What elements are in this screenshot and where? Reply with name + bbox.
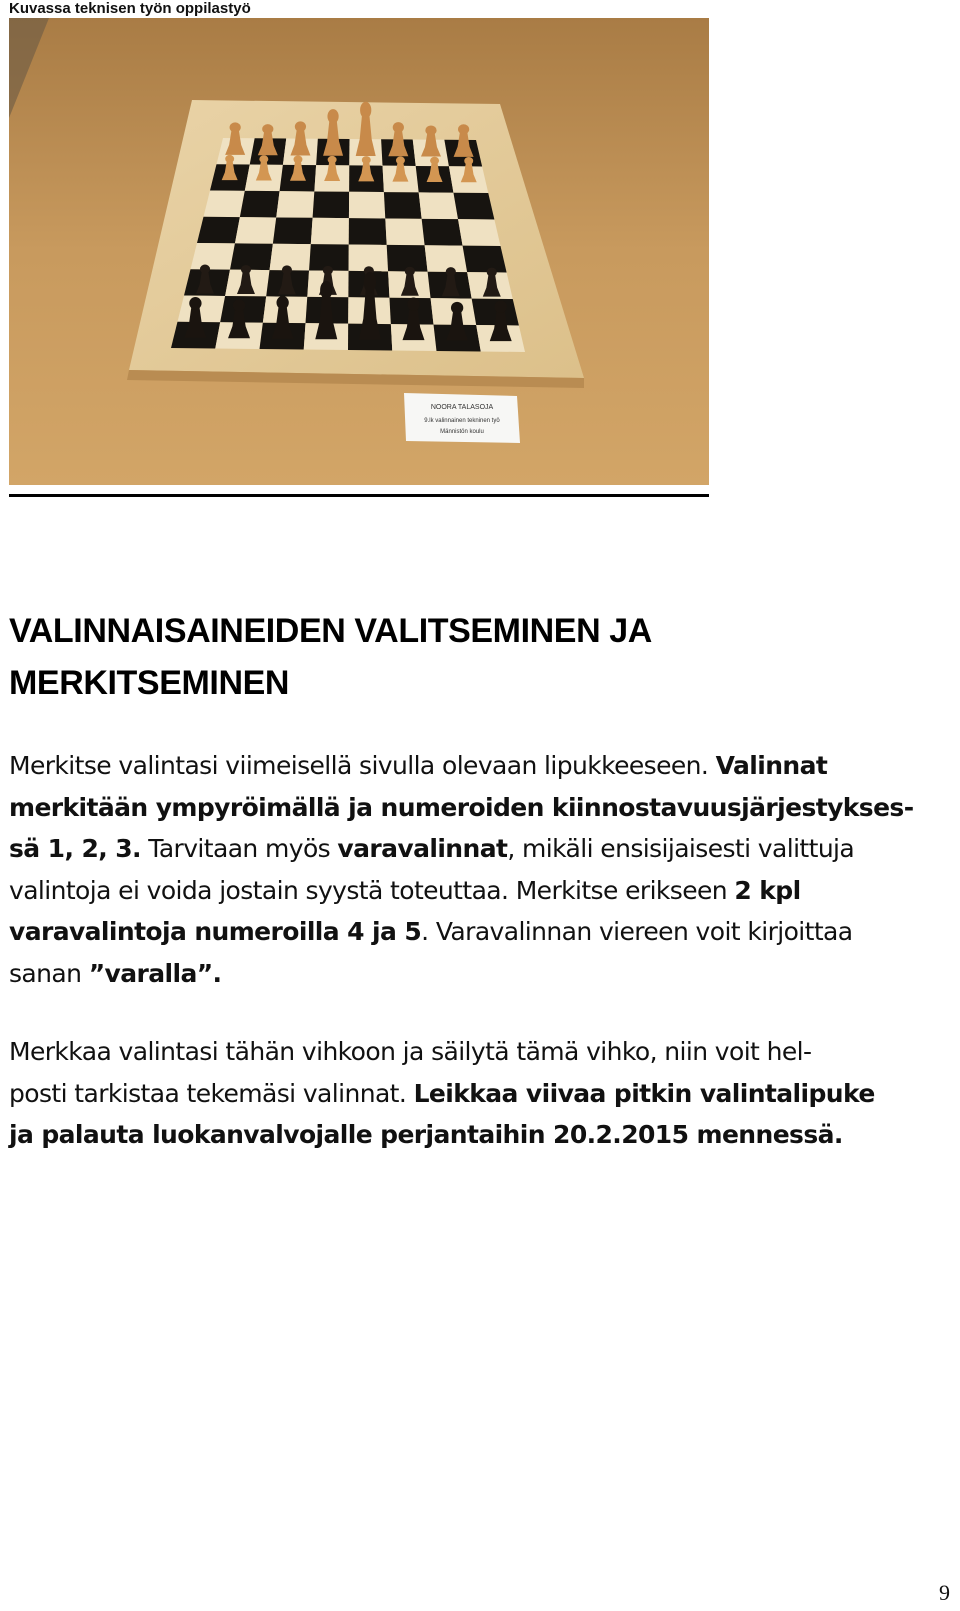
dark-piece-head [364,272,376,293]
heading-line-1: VALINNAISAINEIDEN VALITSEMINEN JA [9,612,652,650]
p2-line-2: posti tarkistaa tekemäsi valinnat. Leikkaa viivaa pitkin valintalipuke [9,1078,875,1108]
light-pawn-head [328,156,337,164]
dark-pawn-head [282,265,292,274]
board-square [349,218,387,245]
dark-piece-head [451,302,463,314]
p1-line-3: sä 1, 2, 3. Tarvitaan myös varavalinnat, mikäli ensisijaisesti valittuja [9,834,855,864]
p1-line-6: sanan ”varalla”. [9,958,222,988]
card-line3: Männistön koulu [440,429,484,435]
dark-piece-head [320,281,332,299]
board-square [422,219,463,246]
dark-piece-head [233,299,245,311]
photo-caption: Kuvassa teknisen työn oppilastyö [9,0,251,17]
dark-piece-head [276,296,288,309]
board-square [276,191,314,218]
light-pawn-head [396,156,405,164]
light-pawn-head [464,157,473,165]
p1-line-5: varavalintoja numeroilla 4 ja 5. Varavalinnan viereen voit kirjoittaa [9,917,853,947]
light-piece-head [360,102,371,119]
dark-pawn-head [446,267,456,276]
board-square [385,218,424,245]
light-piece-head [458,124,469,134]
board-square [311,218,349,245]
return-instructions-paragraph [9,1031,944,1156]
dark-piece-head [407,298,419,311]
board-square [419,192,458,219]
board-square [230,243,273,270]
cut-line-rule [9,494,709,497]
dark-pawn-head [323,266,333,275]
light-piece-head [262,124,273,134]
page-number: 9 [939,1580,950,1605]
page-heading [9,605,939,709]
board-square [204,191,245,218]
board-square [463,246,507,273]
dark-piece-head [189,297,201,310]
board-square [178,296,226,323]
light-pawn-head [362,156,371,164]
board-square [313,191,350,218]
dark-pawn-head [405,267,415,276]
p1-line-1: Merkitse valintasi viimeisellä sivulla olevaan lipukkeeseen. Valinnat [9,751,828,780]
board-square [453,193,494,220]
dark-pawn-head [487,268,497,277]
light-piece-head [425,126,436,136]
p2-line-1: Merkkaa valintasi tähän vihkoon ja säilytä tämä vihko, niin voit hel- [9,1037,812,1066]
light-pawn-head [225,155,234,163]
light-pawn-head [430,157,439,165]
board-square [349,192,385,219]
light-piece-head [230,122,241,132]
instructions-paragraph [9,745,944,995]
light-pawn-head [259,155,268,163]
light-pawn-head [293,156,302,164]
board-square [458,219,500,246]
p1-line-2: merkitään ympyröimällä ja numeroiden kiinnostavuusjärjestykses- [9,792,914,822]
dark-piece-head [495,300,507,313]
board-square [191,243,235,270]
p2-line-3: ja palauta luokanvalvojalle perjantaihin 20.2.2015 mennessä. [9,1120,843,1150]
heading-line-2: MERKITSEMINEN [9,664,290,702]
board-square [384,192,422,219]
board-square [273,217,313,244]
p1-line-4: valintoja ei voida jostain syystä toteuttaa. Merkitse erikseen 2 kpl [9,875,801,905]
light-piece-head [295,121,306,132]
dark-pawn-head [241,265,251,274]
card-line2: 9.lk valinnainen tekninen työ [424,418,500,424]
dark-pawn-head [200,265,210,274]
light-piece-head [393,122,404,133]
name-card [404,393,520,443]
card-line1: NOORA TALASOJA [430,404,494,411]
board-square [235,217,276,244]
chessboard-photo [9,18,709,485]
light-piece-head [327,109,338,123]
board-square [240,191,280,218]
board-square [197,217,240,244]
board-square [425,245,467,272]
